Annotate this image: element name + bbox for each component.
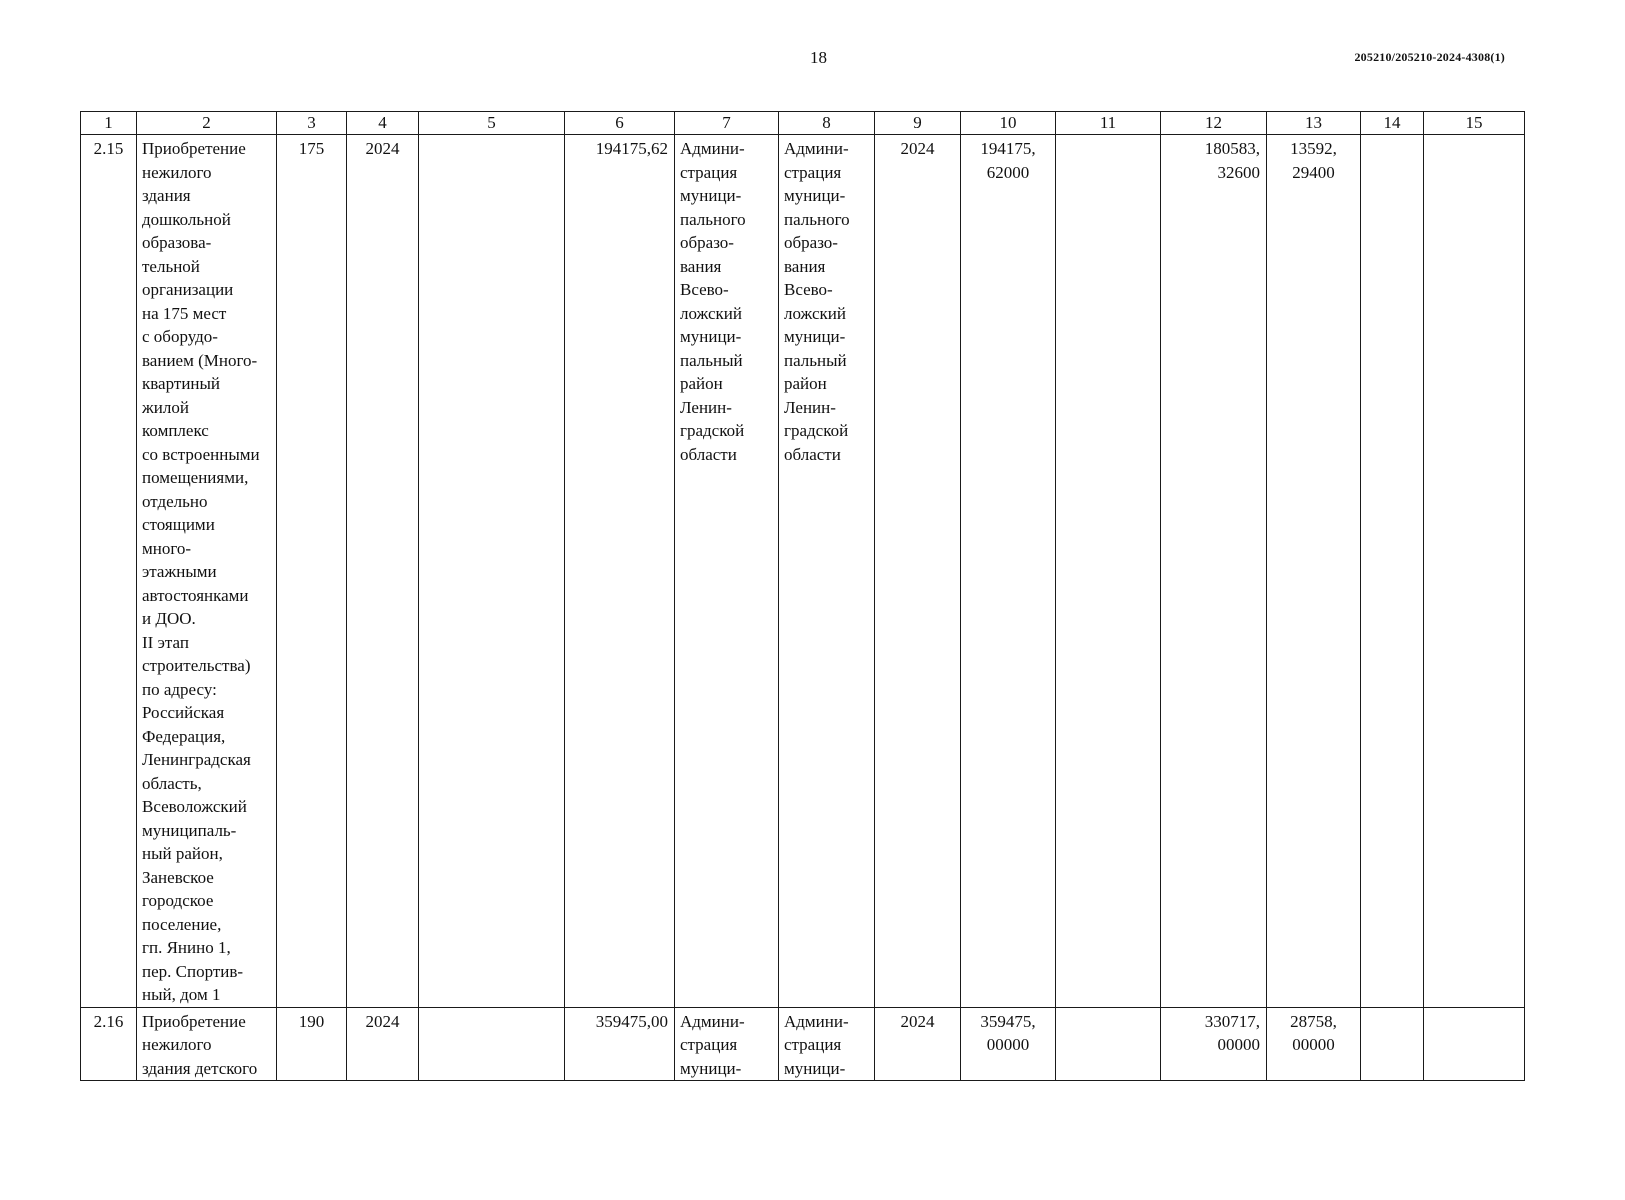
empty-cell <box>1361 135 1423 137</box>
column-header: 8 <box>779 112 875 135</box>
year-cell: 2024 <box>365 139 400 158</box>
column-header: 10 <box>961 112 1056 135</box>
column-header: 3 <box>277 112 347 135</box>
column-header: 6 <box>565 112 675 135</box>
year-cell: 2024 <box>900 139 935 158</box>
amount-cell: 28758, 00000 <box>1290 1011 1337 1054</box>
column-header: 1 <box>81 112 137 135</box>
column-header: 14 <box>1361 112 1424 135</box>
customer-cell: Админи- страция муници- <box>680 1011 745 1078</box>
amount-cell: 330717, 00000 <box>1204 1011 1260 1054</box>
developer-cell: Админи- страция муници- <box>784 1011 849 1078</box>
empty-cell <box>1424 1008 1524 1010</box>
empty-cell <box>1056 1008 1160 1010</box>
year-cell: 2024 <box>900 1011 935 1031</box>
year-cell: 2024 <box>365 1011 400 1031</box>
empty-cell <box>419 135 564 137</box>
column-header: 2 <box>137 112 277 135</box>
document-code: 205210/205210-2024-4308(1) <box>1354 50 1505 64</box>
column-header: 15 <box>1424 112 1525 135</box>
table-row <box>81 1007 1525 1081</box>
developer-cell: Админи- страция муници- пального образо- вания Всево- ложский муници- пальный район Ленин- градской области <box>784 139 850 464</box>
cost-cell: 194175,62 <box>595 139 668 158</box>
empty-cell <box>1056 135 1160 137</box>
column-header: 12 <box>1161 112 1267 135</box>
amount-cell: 13592, 29400 <box>1290 139 1337 182</box>
column-header: 7 <box>675 112 779 135</box>
column-header: 9 <box>875 112 961 135</box>
table-header-row <box>81 112 1525 135</box>
empty-cell <box>1424 135 1524 137</box>
amount-cell: 180583, 32600 <box>1204 139 1260 182</box>
cost-cell: 359475,00 <box>595 1011 668 1031</box>
table-row <box>81 135 1525 1008</box>
column-header: 4 <box>347 112 419 135</box>
data-table <box>80 111 1525 1081</box>
empty-cell <box>419 1008 564 1010</box>
item-number: 2.16 <box>93 1011 124 1031</box>
amount-cell: 194175, 62000 <box>980 139 1036 182</box>
page-number: 18 <box>810 48 827 67</box>
column-header: 13 <box>1267 112 1361 135</box>
capacity-cell: 190 <box>298 1011 325 1031</box>
column-header: 11 <box>1056 112 1161 135</box>
customer-cell: Админи- страция муници- пального образо- вания Всево- ложский муници- пальный район Ленин- градской области <box>680 139 746 464</box>
item-number: 2.15 <box>93 139 124 158</box>
column-header: 5 <box>419 112 565 135</box>
item-description: Приобретение нежилого здания дошкольной образова- тельной организации на 175 мест с оборудо- ванием (Много- квартиный жилой комплекс со встроенными помещениями, отдельно стоящими много- этажными автостоянками и ДОО. II этап строительства) по адресу: Российская Федерация, Ленинградская область, Всеволожский муниципаль- ный район, Заневское городское поселение, гп. Янино 1, пер. Спортив- ный, дом 1 <box>142 139 260 1004</box>
item-description: Приобретение нежилого здания детского <box>142 1011 258 1078</box>
amount-cell: 359475, 00000 <box>980 1011 1036 1054</box>
empty-cell <box>1361 1008 1423 1010</box>
capacity-cell: 175 <box>298 139 325 158</box>
